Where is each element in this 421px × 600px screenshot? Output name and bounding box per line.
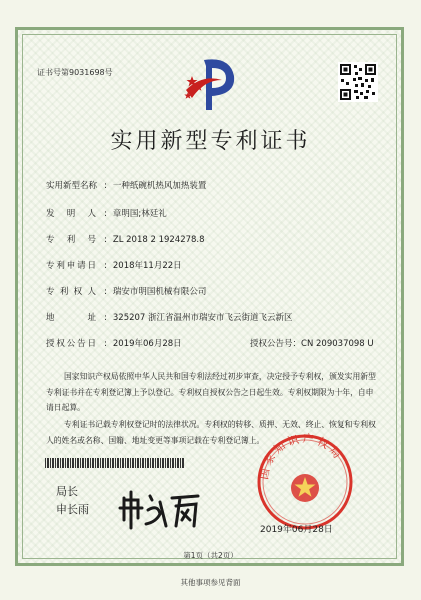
grant-date-label: 授权公告日 (46, 339, 96, 349)
patent-number-value: ZL 2018 2 1924278.8 (112, 235, 205, 245)
director-name: 申长雨 (56, 503, 89, 516)
field-address: 地址 : 325207 浙江省温州市瑞安市飞云街道飞云新区 (46, 313, 293, 323)
seal-text: 国家知识产权局 (257, 432, 346, 481)
qr-code (338, 62, 378, 102)
grant-number-value: CN 209037098 U (301, 339, 374, 349)
grant-number-label: 授权公告号 (250, 339, 293, 349)
address-label: 地址 (46, 313, 96, 323)
certificate-number: 证书号第9031698号 (37, 68, 113, 77)
body-paragraph-1: 国家知识产权局依照中华人民共和国专利法经过初步审查，决定授予专利权，颁发实用新型专利证书并在专利登记簿上予以登记。专利权自授权公告之日起生效。专利权期限为十年，自申请日起算。 (46, 372, 376, 412)
utility-model-name-value: 一种纸碗机热风加热装置 (112, 181, 207, 191)
utility-model-name-label: 实用新型名称 (46, 181, 98, 191)
inventor-label: 发明人 (46, 209, 96, 219)
director-signature (116, 486, 201, 532)
inventor-value: 章明国;林廷礼 (112, 209, 167, 219)
grant-date-value: 2019年06月28日 (112, 339, 182, 349)
director-title: 局长 (56, 485, 78, 498)
patent-office-emblem (182, 54, 244, 114)
barcode-strip (45, 458, 185, 468)
field-utility-model-name: 实用新型名称 : 一种纸碗机热风加热装置 (46, 181, 207, 191)
field-filing-date: 专利申请日 : 2018年11月22日 (46, 261, 182, 271)
certificate-title: 实用新型专利证书 (110, 129, 311, 154)
filing-date-value: 2018年11月22日 (112, 261, 182, 271)
field-patentee: 专利权人 : 瑞安市明国机械有限公司 (46, 287, 207, 297)
footnote: 其他事项参见背面 (180, 578, 241, 587)
page-number: 第1页（共2页） (183, 551, 238, 560)
patent-number-label: 专利号 (46, 235, 96, 245)
director-block (56, 483, 89, 519)
field-inventor: 发明人 : 章明国;林廷礼 (46, 209, 167, 219)
official-seal (255, 432, 355, 532)
patentee-value: 瑞安市明国机械有限公司 (112, 287, 207, 297)
patentee-label: 专利权人 (46, 287, 96, 297)
field-grant-date: 授权公告日 : 2019年06月28日 (46, 339, 182, 349)
body-paragraph-2: 专利证书记载专利权登记时的法律状况。专利权的转移、质押、无效、终止、恢复和专利权人的姓名或名称、国籍、地址变更等事项记载在专利登记簿上。 (46, 420, 376, 445)
field-patent-number: 专利号 : ZL 2018 2 1924278.8 (46, 235, 205, 245)
seal-date: 2019年06月28日 (260, 525, 333, 535)
filing-date-label: 专利申请日 (46, 261, 96, 271)
field-grant-number: 授权公告号：CN 209037098 U (250, 339, 374, 349)
address-value: 325207 浙江省温州市瑞安市飞云街道飞云新区 (112, 313, 293, 323)
